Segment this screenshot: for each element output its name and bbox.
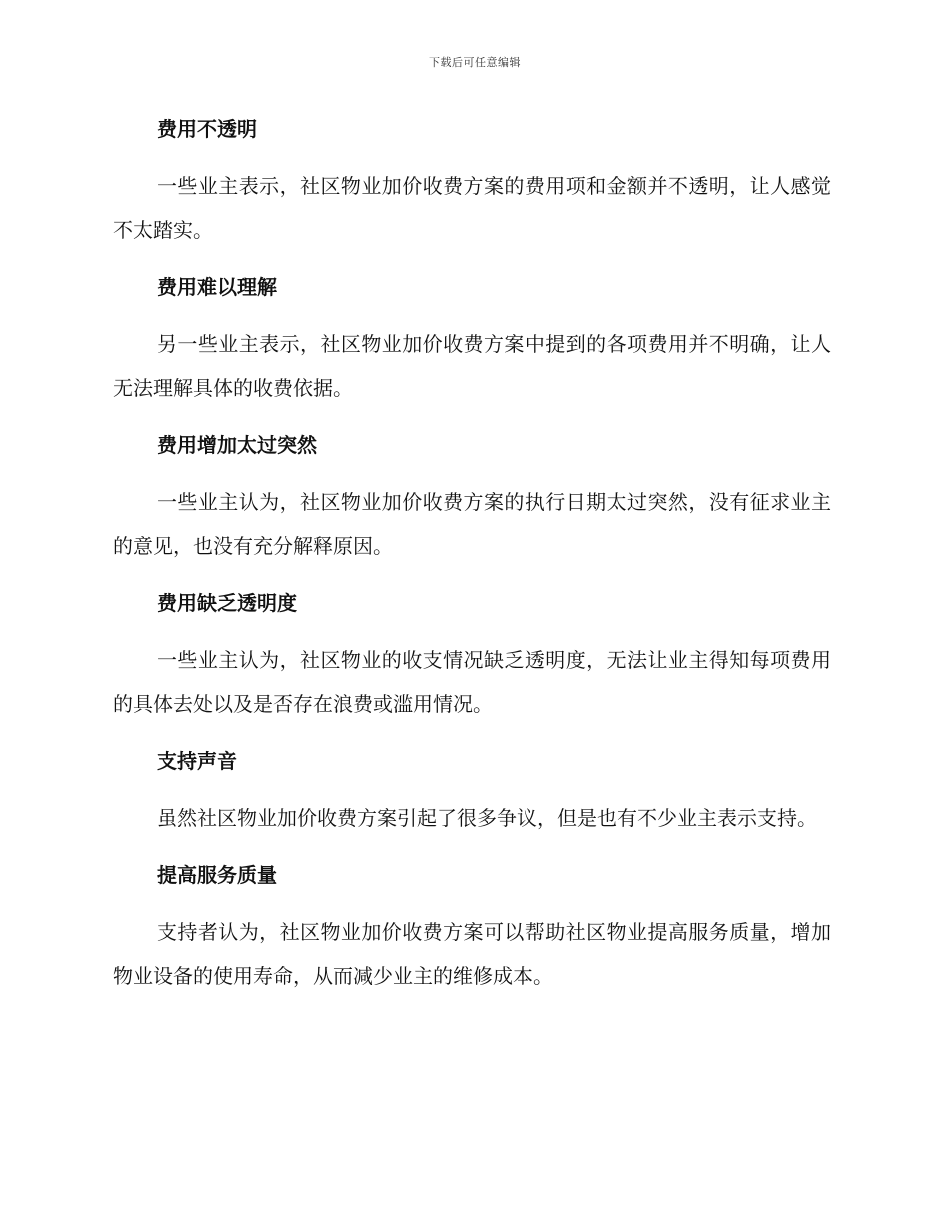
section-improve-service [113,860,831,998]
section-paragraph: 一些业主认为，社区物业加价收费方案的执行日期太过突然，没有征求业主的意见，也没有充分解释原因。 [113,490,831,558]
section-paragraph: 另一些业主表示，社区物业加价收费方案中提到的各项费用并不明确，让人无法理解具体的收费依据。 [113,332,831,400]
section-opaque-fees [113,114,831,252]
section-heading: 费用增加太过突然 [157,433,317,457]
section-hard-to-understand [113,272,831,410]
document-content [113,114,831,1018]
section-lack-transparency [113,588,831,726]
section-heading: 支持声音 [157,749,237,773]
section-paragraph: 一些业主认为，社区物业的收支情况缺乏透明度，无法让业主得知每项费用的具体去处以及是否存在浪费或滥用情况。 [113,648,831,716]
section-heading: 费用缺乏透明度 [157,591,297,615]
section-heading: 费用不透明 [157,117,257,141]
section-paragraph: 虽然社区物业加价收费方案引起了很多争议，但是也有不少业主表示支持。 [157,806,817,830]
section-heading: 提高服务质量 [157,863,277,887]
section-sudden-increase [113,430,831,568]
section-support [113,746,831,840]
section-paragraph: 一些业主表示，社区物业加价收费方案的费用项和金额并不透明，让人感觉不太踏实。 [113,174,831,242]
page-header: 下载后可任意编辑 [429,56,521,69]
section-heading: 费用难以理解 [157,275,277,299]
section-paragraph: 支持者认为，社区物业加价收费方案可以帮助社区物业提高服务质量，增加物业设备的使用寿命，从而减少业主的维修成本。 [113,920,831,988]
